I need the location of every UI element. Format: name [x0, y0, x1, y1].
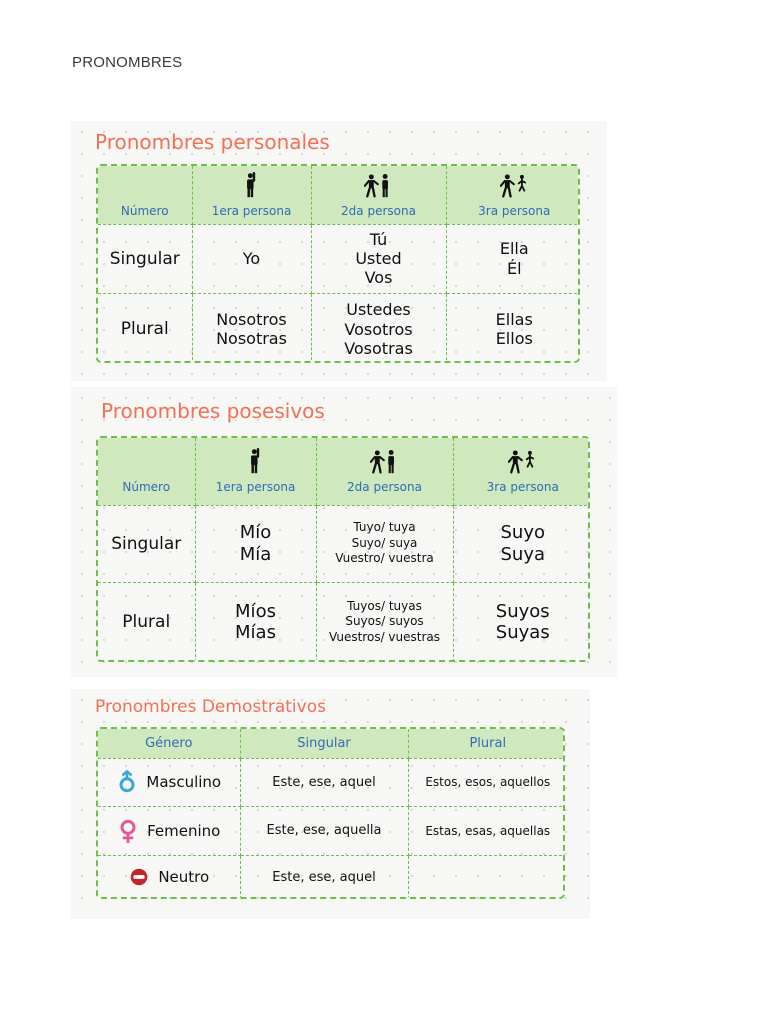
personal-pronouns-card — [71, 121, 607, 381]
cell-neutral-plural — [408, 855, 565, 899]
possessive-pronouns-title: Pronombres posesivos — [101, 399, 325, 423]
header-cell-first-person: 1era persona — [195, 438, 316, 505]
header-cell-plural: Plural — [408, 729, 565, 758]
cell-singular-third: Ella Él — [446, 224, 580, 293]
two-people-icon — [364, 172, 393, 198]
cell-singular-second: Tú Usted Vos — [311, 224, 446, 293]
row-label-neutral: Neutro — [98, 855, 240, 899]
possessive-pronouns-table — [96, 436, 590, 662]
header-cell-third-person: 3ra persona — [446, 166, 580, 224]
demonstrative-pronouns-table — [96, 727, 565, 899]
cell-singular-third: Suyo Suya — [453, 505, 590, 582]
row-label-plural: Plural — [98, 293, 192, 363]
cell-feminine-plural: Estas, esas, aquellas — [408, 806, 565, 855]
document-heading: PRONOMBRES — [72, 54, 183, 71]
demonstrative-pronouns-card — [71, 689, 590, 919]
cell-masculine-plural: Estos, esos, aquellos — [408, 758, 565, 806]
two-people-icon — [370, 448, 399, 474]
row-label-singular: Singular — [98, 505, 195, 582]
cell-plural-first: Nosotros Nosotras — [192, 293, 311, 363]
cell-singular-first: Mío Mía — [195, 505, 316, 582]
cell-singular-first: Yo — [192, 224, 311, 293]
cell-plural-third: Ellas Ellos — [446, 293, 580, 363]
cell-neutral-singular: Este, ese, aquel — [240, 855, 408, 899]
header-cell-third-person: 3ra persona — [453, 438, 590, 505]
cell-feminine-singular: Este, ese, aquella — [240, 806, 408, 855]
header-cell-gender: Género — [98, 729, 240, 758]
row-label-masculine: Masculino — [98, 758, 240, 806]
cell-plural-second: Ustedes Vosotros Vosotras — [311, 293, 446, 363]
person-raising-hand-icon — [243, 172, 259, 198]
personal-pronouns-title: Pronombres personales — [95, 130, 330, 154]
cell-singular-second: Tuyo/ tuya Suyo/ suya Vuestro/ vuestra — [316, 505, 453, 582]
header-cell-first-person: 1era persona — [192, 166, 311, 224]
header-cell-singular: Singular — [240, 729, 408, 758]
header-cell-number: Número — [98, 166, 192, 224]
cell-plural-second: Tuyos/ tuyas Suyos/ suyos Vuestros/ vuestras — [316, 582, 453, 662]
header-cell-second-person: 2da persona — [316, 438, 453, 505]
possessive-pronouns-card — [71, 387, 617, 677]
female-symbol-icon — [117, 819, 139, 843]
row-label-plural: Plural — [98, 582, 195, 662]
row-label-singular: Singular — [98, 224, 192, 293]
male-symbol-icon — [116, 770, 138, 794]
person-and-child-icon — [508, 448, 537, 474]
cell-plural-first: Míos Mías — [195, 582, 316, 662]
person-raising-hand-icon — [247, 448, 263, 474]
neutral-symbol-icon — [128, 865, 150, 889]
person-and-child-icon — [500, 172, 529, 198]
row-label-feminine: Femenino — [98, 806, 240, 855]
cell-plural-third: Suyos Suyas — [453, 582, 590, 662]
demonstrative-pronouns-title: Pronombres Demostrativos — [95, 697, 326, 717]
personal-pronouns-table — [96, 164, 580, 363]
header-cell-second-person: 2da persona — [311, 166, 446, 224]
cell-masculine-singular: Este, ese, aquel — [240, 758, 408, 806]
header-cell-number: Número — [98, 438, 195, 505]
